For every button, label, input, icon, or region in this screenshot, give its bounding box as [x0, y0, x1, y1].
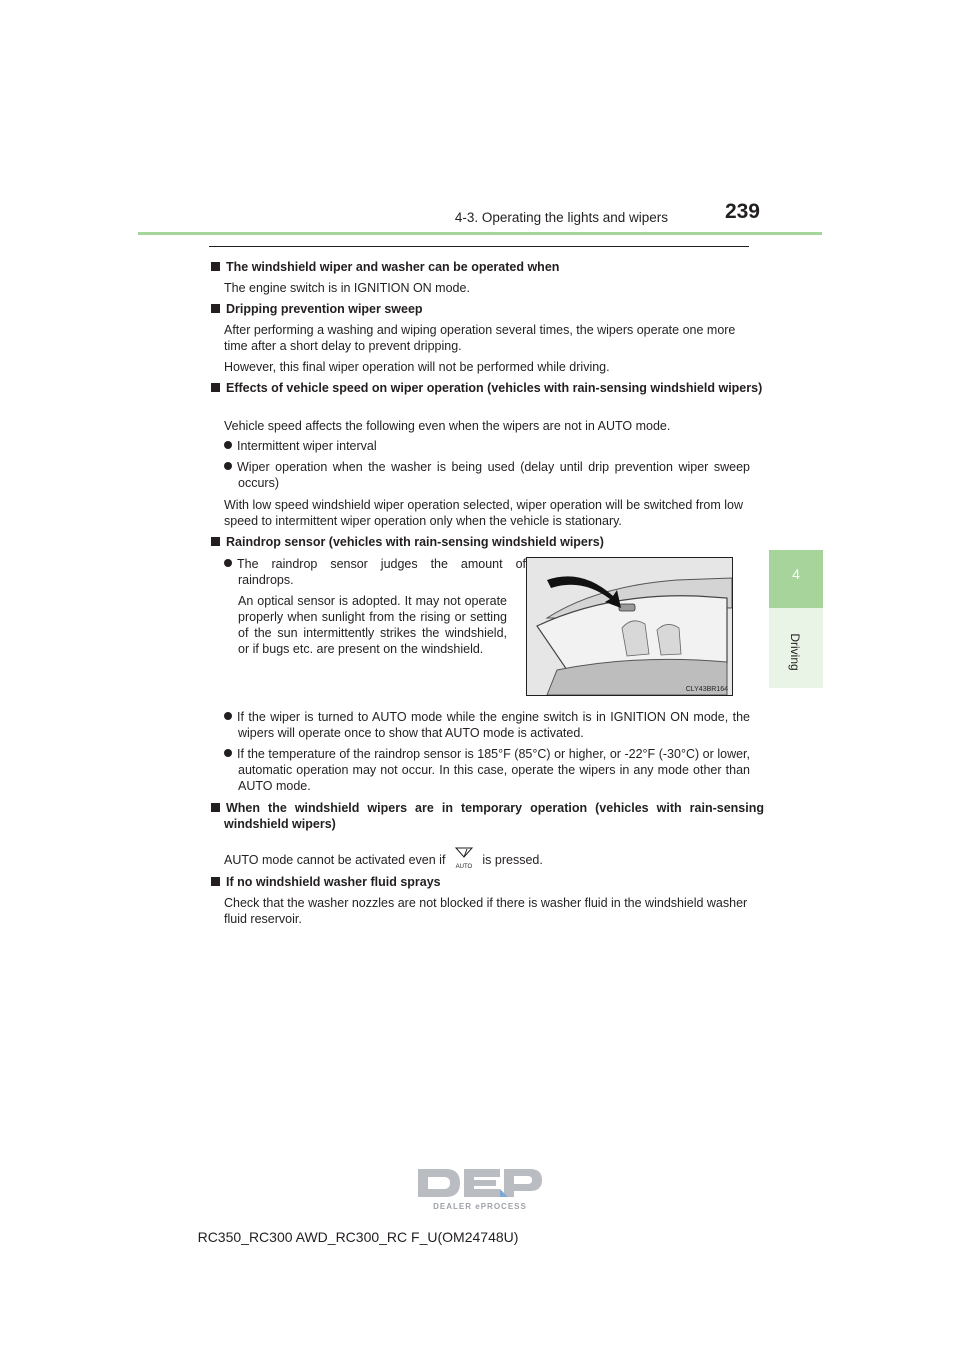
square-bullet-icon — [211, 304, 220, 313]
bullet-item: If the temperature of the raindrop sensor is 185°F (85°C) or higher, or -22°F (-30°C) or lower, automatic operation may not occur. In this case, operate the wipers in any mode other than AUTO mode. — [224, 746, 750, 794]
heading-operated-when: The windshield wiper and washer can be operated when — [211, 259, 751, 275]
chapter-tab-label: Driving — [788, 633, 802, 671]
round-bullet-icon — [224, 462, 232, 470]
bullet-item: If the wiper is turned to AUTO mode while the engine switch is in IGNITION ON mode, the wipers will operate once to show that AUTO mode is activated. — [224, 709, 750, 741]
square-bullet-icon — [211, 877, 220, 886]
dealer-logo-text: DEALER ePROCESS — [433, 1202, 527, 1211]
heading-no-washer-fluid: If no windshield washer fluid sprays — [211, 874, 751, 890]
round-bullet-icon — [224, 559, 232, 567]
square-bullet-icon — [211, 383, 220, 392]
auto-wiper-icon: AUTO — [451, 846, 477, 868]
paragraph: Check that the washer nozzles are not blocked if there is washer fluid in the windshield washer fluid reservoir. — [224, 896, 748, 926]
paragraph: An optical sensor is adopted. It may not operate properly when sunlight from the rising or setting of the sun intermittently strikes the windshield, or if bugs etc. are present on the windshield. — [238, 594, 507, 656]
windshield-illustration — [527, 558, 732, 695]
bullet-item: Wiper operation when the washer is being used (delay until drip prevention wiper sweep occurs) — [224, 459, 750, 491]
paragraph: The engine switch is in IGNITION ON mode. — [224, 281, 470, 295]
model-code: RC350_RC300 AWD_RC300_RC F_U(OM24748U) — [197, 1229, 519, 1245]
paragraph: After performing a washing and wiping operation several times, the wipers operate one more time after a short delay to prevent dripping. — [224, 323, 736, 353]
page-number: 239 — [724, 200, 760, 223]
round-bullet-icon — [224, 712, 232, 720]
heading-raindrop-sensor: Raindrop sensor (vehicles with rain-sensing windshield wipers) — [211, 534, 751, 550]
paragraph: However, this final wiper operation will not be performed while driving. — [224, 360, 610, 374]
round-bullet-icon — [224, 749, 232, 757]
square-bullet-icon — [211, 803, 220, 812]
figure-code: CLY43BR164 — [685, 686, 728, 693]
bullet-item: Intermittent wiper interval — [224, 438, 750, 454]
square-bullet-icon — [211, 262, 220, 271]
heading-dripping-prevention: Dripping prevention wiper sweep — [211, 301, 751, 317]
dealer-logo — [416, 1167, 544, 1215]
heading-temporary-operation: When the windshield wipers are in temporary operation (vehicles with rain-sensing windshield wipers) — [211, 800, 764, 832]
content-top-rule — [209, 246, 749, 247]
square-bullet-icon — [211, 537, 220, 546]
round-bullet-icon — [224, 441, 232, 449]
paragraph: AUTO mode cannot be activated even if AUTO is pressed. — [224, 846, 750, 868]
bullet-item: The raindrop sensor judges the amount of raindrops. — [224, 556, 526, 588]
section-title: 4-3. Operating the lights and wipers — [454, 210, 668, 225]
paragraph: With low speed windshield wiper operation selected, wiper operation will be switched from low speed to intermittent wiper operation only when the vehicle is stationary. — [224, 498, 744, 528]
chapter-tab-number: 4 — [792, 566, 800, 582]
heading-vehicle-speed: Effects of vehicle speed on wiper operation (vehicles with rain-sensing windshield wipers) — [211, 380, 764, 396]
raindrop-sensor-illustration — [526, 557, 733, 696]
header-rule — [138, 232, 822, 235]
paragraph: Vehicle speed affects the following even when the wipers are not in AUTO mode. — [224, 419, 671, 433]
